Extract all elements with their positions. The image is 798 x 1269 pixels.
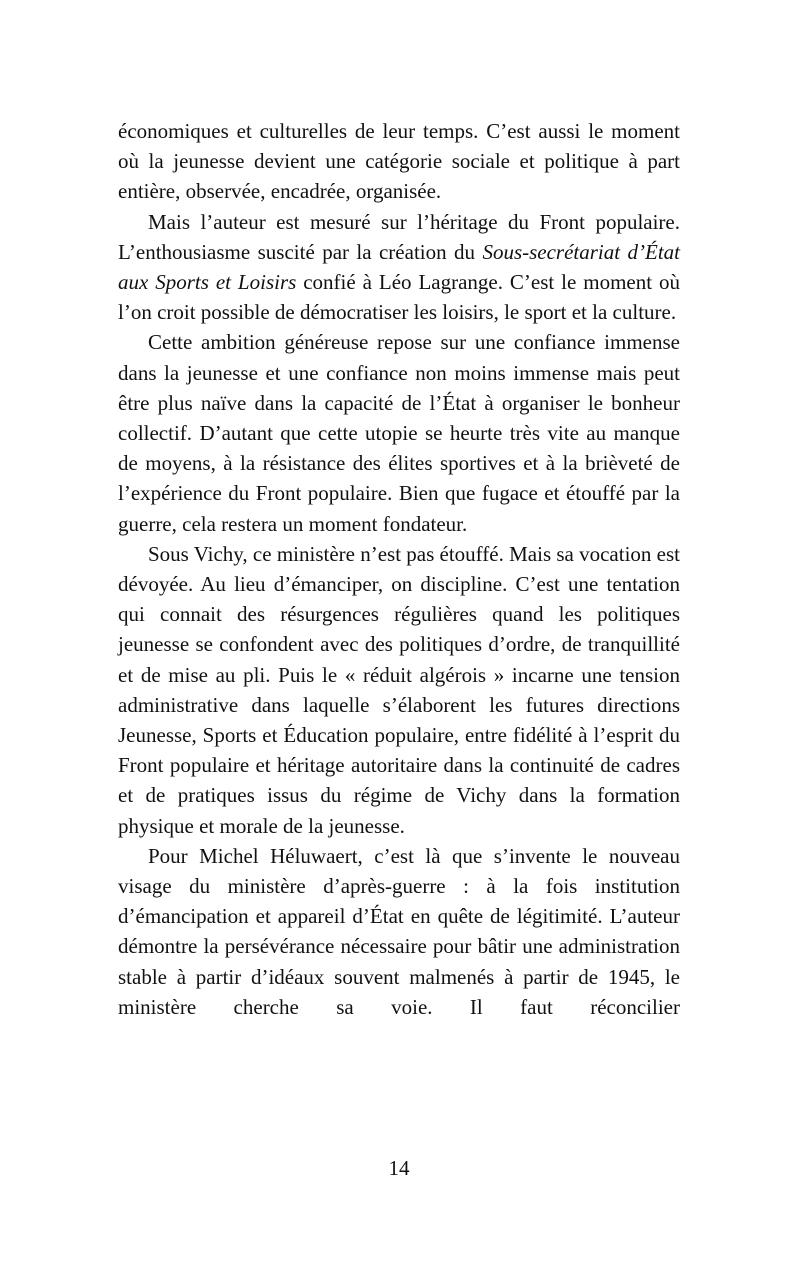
- paragraph-heluwaert: [118, 841, 680, 1022]
- page-body: [118, 116, 680, 1022]
- paragraph-ambition: [118, 327, 680, 538]
- paragraph-text: Mais l’auteur est mesuré sur l’héritage du Front populaire. L’enthousiasme suscité par la création du: [118, 209, 680, 264]
- paragraph-text: Pour Michel Héluwaert, c’est là que s’invente le nouveau visage du ministère d’après-guerre : à la fois institution d’émancipation et appareil d’État en quête de légitimité. L’auteur démontre la persévérance nécessaire pour bâtir une administration stable à partir d’idéaux souvent malmenés à partir de 1945, le ministère cherche sa voie. Il faut réconcilier: [118, 843, 680, 1019]
- page-number: 14: [388, 1156, 410, 1180]
- paragraph-text: Sous Vichy, ce ministère n’est pas étouffé. Mais sa vocation est dévoyée. Au lieu d’émanciper, on discipline. C’est une tentation qui connait des résurgences régulières quand les politiques jeunesse se confondent avec des politiques d’ordre, de tranquillité et de mise au pli. Puis le « réduit algérois » incarne une tension administrative dans laquelle s’élaborent les futures directions Jeunesse, Sports et Éducation populaire, entre fidélité à l’esprit du Front populaire et héritage autoritaire dans la continuité de cadres et de pratiques issus du régime de Vichy dans la formation physique et morale de la jeunesse.: [118, 541, 680, 838]
- paragraph-front-populaire: [118, 207, 680, 328]
- paragraph-vichy: [118, 539, 680, 841]
- italic-title: Sous-secrétariat d’État aux Sports et Loisirs: [118, 239, 681, 295]
- paragraph-continuation: [118, 116, 680, 207]
- paragraph-text: économiques et culturelles de leur temps. C’est aussi le moment où la jeunesse devient une catégorie sociale et politique à part entière, observée, encadrée, organisée.: [118, 119, 680, 204]
- paragraph-text: Cette ambition généreuse repose sur une confiance immense dans la jeunesse et une confiance non moins immense mais peut être plus naïve dans la capacité de l’État à organiser le bonheur collectif. D’autant que cette utopie se heurte très vite au manque de moyens, à la résistance des élites sportives et à la brièveté de l’expérience du Front populaire. Bien que fugace et étouffé par la guerre, cela restera un moment fondateur.: [118, 330, 680, 536]
- paragraph-text: confié à Léo Lagrange. C’est le moment où l’on croit possible de démocratiser les loisirs, le sport et la culture.: [118, 270, 681, 325]
